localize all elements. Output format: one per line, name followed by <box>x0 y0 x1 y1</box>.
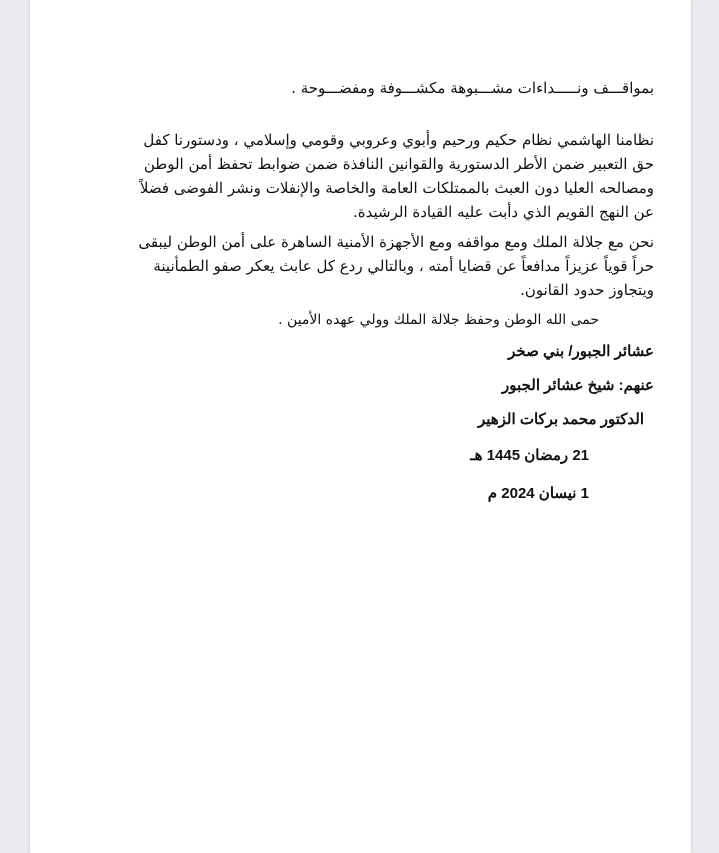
gregorian-date: 1 نيسان 2024 م <box>487 485 589 502</box>
intro-line: بمواقـــف ونـــــداءات مشـــبوهة مكشـــوفة ومفضـــوحة . <box>291 79 654 97</box>
hijri-date: 21 رمضان 1445 هـ <box>470 447 589 464</box>
signature-on-behalf: عنهم: شيخ عشائر الجبور <box>502 377 654 394</box>
signature-tribes: عشائر الجبور/ بني صخر <box>508 343 654 360</box>
document-page <box>30 0 691 853</box>
closing-prayer: حمى الله الوطن وحفظ جلالة الملك وولي عهده الأمين . <box>278 312 599 328</box>
paragraph-1: نظامنا الهاشمي نظام حكيم ورحيم وأبوي وعروبي وقومي وإسلامي ، ودستورنا كفل حق التعبير ضمن الأطر الدستورية والقوانين النافذة ضمن ضوابط تحفظ أمن الوطن ومصالحه العليا دون العبث بالممتلكات العامة والخاصة والإنفلات ونشر الفوضى فضلاً عن النهج القويم الذي دأبت عليه القيادة الرشيدة. <box>139 131 654 221</box>
letter-body <box>134 76 654 518</box>
paragraph-2: نحن مع جلالة الملك ومع مواقفه ومع الأجهزة الأمنية الساهرة على أمن الوطن ليبقى حراً قوياً عزيزاً مدافعاً عن قضايا أمته ، وبالتالي ردع كل عابث يعكر صفو الطمأنينة ويتجاوز حدود القانون. <box>138 233 654 299</box>
signature-name: الدكتور محمد بركات الزهير <box>477 411 644 428</box>
